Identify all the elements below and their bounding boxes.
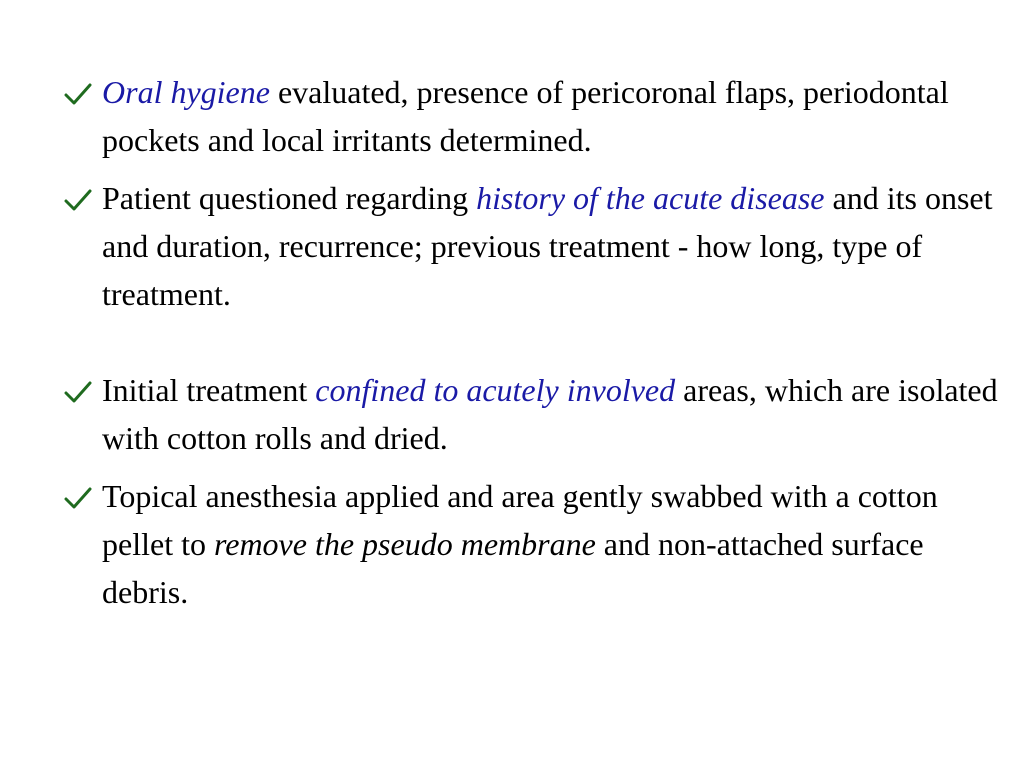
bullet-text-post: evaluated, presence of pericoronal flaps, periodontal pockets and local irritants determined. [102,74,949,158]
bullet-emphasis: Oral hygiene [102,74,270,110]
bullet-list [62,68,1010,626]
bullet-text-pre: Topical anesthesia applied and area gently swabbed with a cotton pellet to [102,478,938,562]
bullet-text-post: and non-attached surface debris. [102,526,924,610]
checkmark-icon [64,188,92,212]
bullet-item-topical-anesthesia [62,472,1010,616]
bullet-text-post: areas, which are isolated with cotton rolls and dried. [102,372,998,456]
checkmark-icon [64,486,92,510]
bullet-text-pre: Initial treatment [102,372,316,408]
bullet-emphasis: history of the acute disease [476,180,825,216]
checkmark-icon [64,380,92,404]
bullet-emphasis: confined to acutely involved [315,372,676,408]
bullet-item-patient-history [62,174,1010,318]
bullet-emphasis: remove the pseudo membrane [213,526,596,562]
bullet-text-pre: Patient questioned regarding [102,180,477,216]
checkmark-icon [64,82,92,106]
bullet-item-oral-hygiene [62,68,1010,164]
bullet-item-initial-treatment [62,366,1010,462]
bullet-text-post: and its onset and duration, recurrence; previous treatment - how long, type of treatment. [102,180,993,312]
